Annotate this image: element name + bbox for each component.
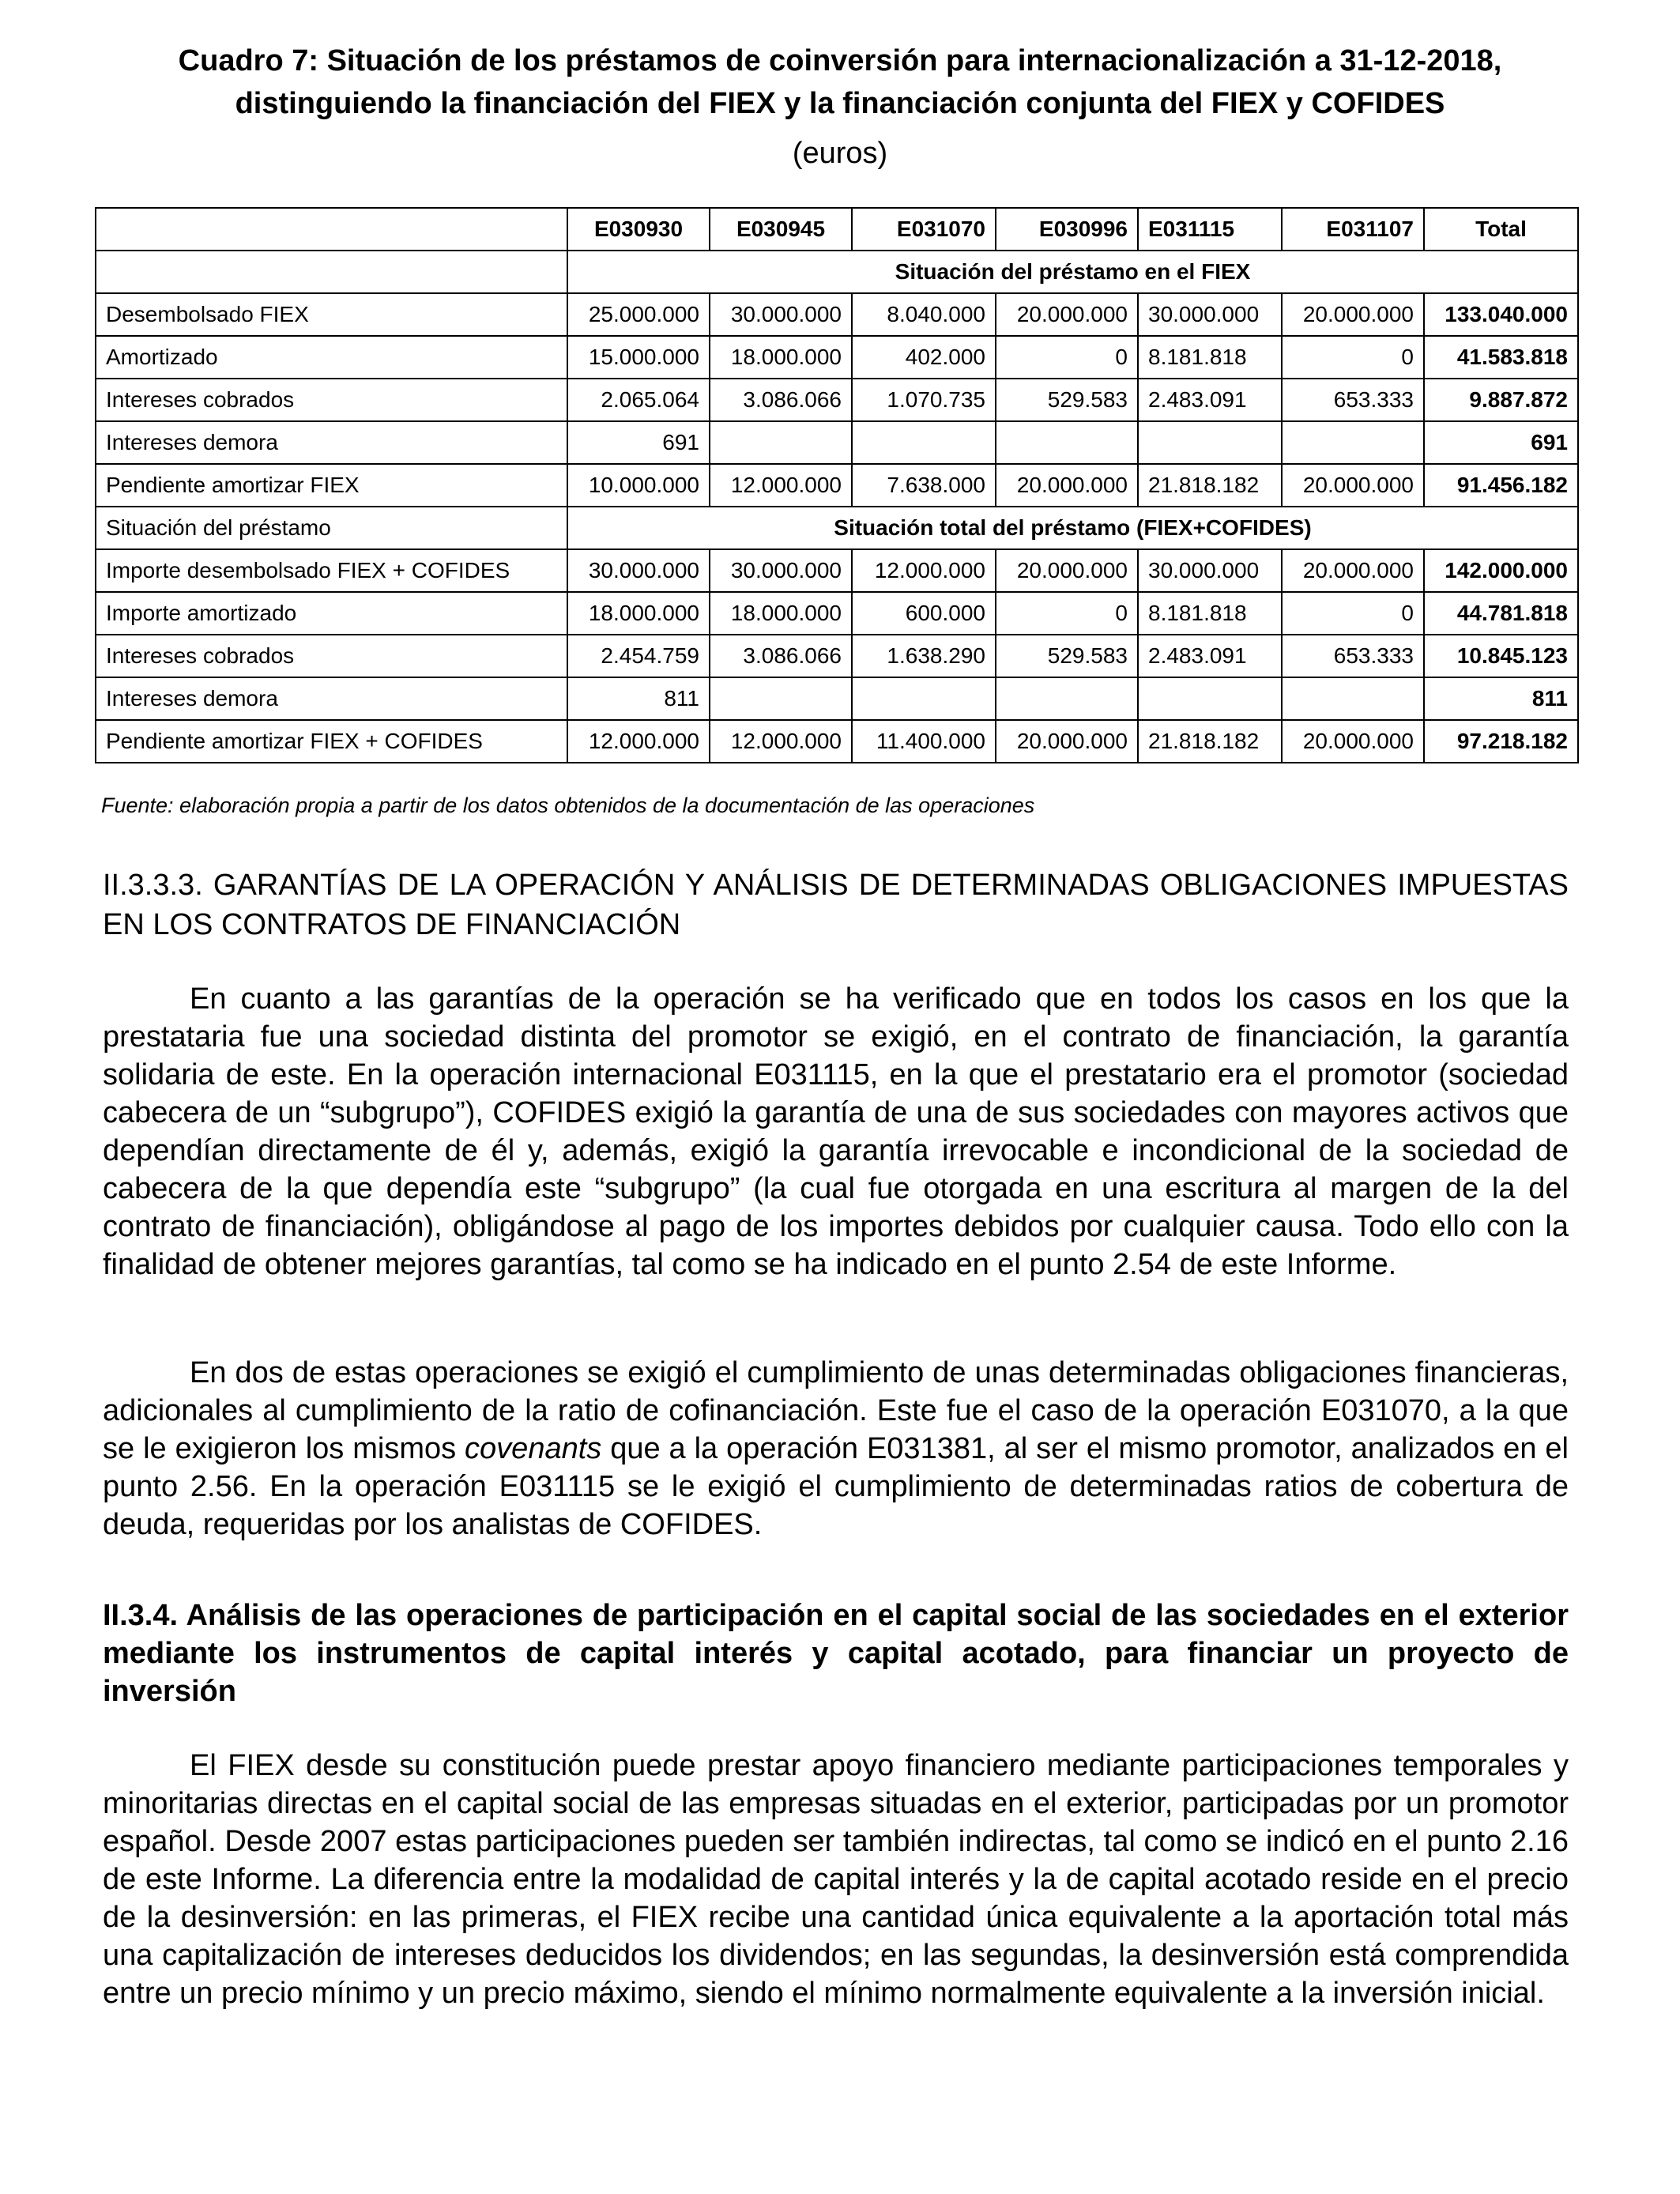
section-2-title: Situación total del préstamo (FIEX+COFIDES): [567, 507, 1578, 549]
row-label: Intereses cobrados: [96, 379, 567, 421]
table-source-note: Fuente: elaboración propia a partir de los datos obtenidos de la documentación de las operaciones: [101, 794, 1035, 817]
column-header: E030930: [567, 208, 710, 251]
section-header-row: [96, 251, 1578, 293]
total-cell: 691: [1424, 421, 1578, 464]
value-cell: [1138, 421, 1282, 464]
value-cell: [852, 421, 996, 464]
value-cell: [710, 677, 852, 720]
column-header: E031107: [1282, 208, 1424, 251]
value-cell: 30.000.000: [710, 293, 852, 336]
total-cell: 44.781.818: [1424, 592, 1578, 635]
table-units: (euros): [792, 137, 888, 170]
value-cell: [1282, 677, 1424, 720]
row-label: Intereses demora: [96, 421, 567, 464]
table-row: [96, 336, 1578, 379]
value-cell: 691: [567, 421, 710, 464]
total-cell: 97.218.182: [1424, 720, 1578, 763]
value-cell: 0: [1282, 336, 1424, 379]
value-cell: 653.333: [1282, 635, 1424, 677]
section-2-label: Situación del préstamo: [96, 507, 567, 549]
table-row: [96, 293, 1578, 336]
row-label: Pendiente amortizar FIEX + COFIDES: [96, 720, 567, 763]
value-cell: 30.000.000: [567, 549, 710, 592]
row-label: Desembolsado FIEX: [96, 293, 567, 336]
value-cell: 20.000.000: [1282, 464, 1424, 507]
value-cell: 12.000.000: [710, 464, 852, 507]
value-cell: 8.181.818: [1138, 336, 1282, 379]
value-cell: 529.583: [996, 379, 1138, 421]
value-cell: 0: [1282, 592, 1424, 635]
value-cell: 30.000.000: [1138, 293, 1282, 336]
paragraph-garantias: En cuanto a las garantías de la operación se ha verificado que en todos los casos en los que la prestataria fue una sociedad distinta del promotor se exigió, en el contrato de financiación, la garantía solidaria de este. En la operación internacional E031115, en la que el prestatario era el promotor (sociedad cabecera de un “subgrupo”), COFIDES exigió la garantía de una de sus sociedades con mayores activos que dependían directamente de él y, además, exigió la garantía irrevocable e incondicional de la sociedad de cabecera de la que dependía este “subgrupo” (la cual fue otorgada en una escritura al margen de la del contrato de financiación), obligándose al pago de los importes debidos por cualquier causa. Todo ello con la finalidad de obtener mejores garantías, tal como se ha indicado en el punto 2.54 de este Informe.: [103, 982, 1569, 1281]
value-cell: 20.000.000: [996, 464, 1138, 507]
value-cell: 21.818.182: [1138, 720, 1282, 763]
value-cell: 1.070.735: [852, 379, 996, 421]
section-header-row: [96, 507, 1578, 549]
table-row: [96, 677, 1578, 720]
value-cell: 30.000.000: [1138, 549, 1282, 592]
column-header-total: Total: [1424, 208, 1578, 251]
paragraph-2-text-a: En dos de estas operaciones se exigió el cumplimiento de unas determinadas obligaciones financieras, adicionales al cumplimiento de la ratio de cofinanciación. Este fue el caso de la operación E031070, a la que se le exigieron los mismos: [103, 1356, 1569, 1465]
value-cell: 10.000.000: [567, 464, 710, 507]
value-cell: 20.000.000: [1282, 549, 1424, 592]
value-cell: 11.400.000: [852, 720, 996, 763]
total-cell: 41.583.818: [1424, 336, 1578, 379]
table-row: [96, 464, 1578, 507]
value-cell: 20.000.000: [996, 720, 1138, 763]
table-row: [96, 592, 1578, 635]
value-cell: 20.000.000: [1282, 293, 1424, 336]
loan-situation-table: [95, 207, 1579, 763]
value-cell: [1138, 677, 1282, 720]
table-title-line-2: distinguiendo la financiación del FIEX y la financiación conjunta del FIEX y COFIDES: [235, 87, 1445, 120]
value-cell: 2.454.759: [567, 635, 710, 677]
value-cell: 3.086.066: [710, 635, 852, 677]
total-cell: 9.887.872: [1424, 379, 1578, 421]
value-cell: 2.483.091: [1138, 379, 1282, 421]
row-label: Importe amortizado: [96, 592, 567, 635]
value-cell: 2.065.064: [567, 379, 710, 421]
paragraph-capital: El FIEX desde su constitución puede prestar apoyo financiero mediante participaciones temporales y minoritarias directas en el capital social de las empresas situadas en el exterior, participadas por un promotor español. Desde 2007 estas participaciones pueden ser también indirectas, tal como se indicó en el punto 2.16 de este Informe. La diferencia entre la modalidad de capital interés y la de capital acotado reside en el precio de la desinversión: en las primeras, el FIEX recibe una cantidad única equivalente a la aportación total más una capitalización de intereses deducidos los dividendos; en las segundas, la desinversión está comprendida entre un precio mínimo y un precio máximo, siendo el mínimo normalmente equivalente a la inversión inicial.: [103, 1749, 1569, 2010]
value-cell: 20.000.000: [996, 293, 1138, 336]
value-cell: 15.000.000: [567, 336, 710, 379]
value-cell: [852, 677, 996, 720]
value-cell: 402.000: [852, 336, 996, 379]
value-cell: 12.000.000: [567, 720, 710, 763]
value-cell: 600.000: [852, 592, 996, 635]
paragraph-2-italic: covenants: [465, 1432, 602, 1465]
table-title-line-1: Cuadro 7: Situación de los préstamos de coinversión para internacionalización a 31-12-2018,: [178, 44, 1502, 77]
total-cell: 133.040.000: [1424, 293, 1578, 336]
value-cell: 18.000.000: [710, 592, 852, 635]
value-cell: [996, 677, 1138, 720]
column-header: E031070: [852, 208, 996, 251]
value-cell: 18.000.000: [710, 336, 852, 379]
row-label: Importe desembolsado FIEX + COFIDES: [96, 549, 567, 592]
table-title: [87, 40, 1593, 125]
value-cell: 529.583: [996, 635, 1138, 677]
table-row: [96, 720, 1578, 763]
row-label: Intereses cobrados: [96, 635, 567, 677]
table-header-row: [96, 208, 1578, 251]
value-cell: 18.000.000: [567, 592, 710, 635]
value-cell: 21.818.182: [1138, 464, 1282, 507]
section-heading-garantias: II.3.3.3. GARANTÍAS DE LA OPERACIÓN Y ANÁLISIS DE DETERMINADAS OBLIGACIONES IMPUESTAS EN LOS CONTRATOS DE FINANCIACIÓN: [103, 869, 1569, 941]
value-cell: 7.638.000: [852, 464, 996, 507]
value-cell: 25.000.000: [567, 293, 710, 336]
value-cell: 12.000.000: [710, 720, 852, 763]
value-cell: 8.181.818: [1138, 592, 1282, 635]
paragraph-2-text-b: que a la operación E031381, al ser el mismo promotor, analizados en el punto 2.56. En la operación E031115 se le exigió el cumplimiento de determinadas ratios de cobertura de deuda, requeridas por los analistas de COFIDES.: [103, 1432, 1569, 1541]
table-row: [96, 635, 1578, 677]
table-row: [96, 421, 1578, 464]
table-row: [96, 379, 1578, 421]
value-cell: 811: [567, 677, 710, 720]
column-header: E030945: [710, 208, 852, 251]
row-label: Intereses demora: [96, 677, 567, 720]
total-cell: 91.456.182: [1424, 464, 1578, 507]
value-cell: 12.000.000: [852, 549, 996, 592]
value-cell: 653.333: [1282, 379, 1424, 421]
value-cell: 20.000.000: [1282, 720, 1424, 763]
value-cell: 30.000.000: [710, 549, 852, 592]
value-cell: 20.000.000: [996, 549, 1138, 592]
total-cell: 142.000.000: [1424, 549, 1578, 592]
value-cell: 1.638.290: [852, 635, 996, 677]
column-header: E030996: [996, 208, 1138, 251]
value-cell: 0: [996, 592, 1138, 635]
value-cell: 0: [996, 336, 1138, 379]
value-cell: 8.040.000: [852, 293, 996, 336]
value-cell: [1282, 421, 1424, 464]
value-cell: 2.483.091: [1138, 635, 1282, 677]
section-heading-capital: II.3.4. Análisis de las operaciones de participación en el capital social de las sociedades en el exterior mediante los instrumentos de capital interés y capital acotado, para financiar un proyecto de inversión: [103, 1599, 1569, 1708]
value-cell: [710, 421, 852, 464]
total-cell: 811: [1424, 677, 1578, 720]
column-header: E031115: [1138, 208, 1282, 251]
table-row: [96, 549, 1578, 592]
total-cell: 10.845.123: [1424, 635, 1578, 677]
row-label: Amortizado: [96, 336, 567, 379]
value-cell: 3.086.066: [710, 379, 852, 421]
value-cell: [996, 421, 1138, 464]
row-label: Pendiente amortizar FIEX: [96, 464, 567, 507]
paragraph-obligaciones: [103, 1354, 1569, 1544]
header-empty-cell: [96, 208, 567, 251]
section-empty-cell: [96, 251, 567, 293]
section-1-title: Situación del préstamo en el FIEX: [567, 251, 1578, 293]
